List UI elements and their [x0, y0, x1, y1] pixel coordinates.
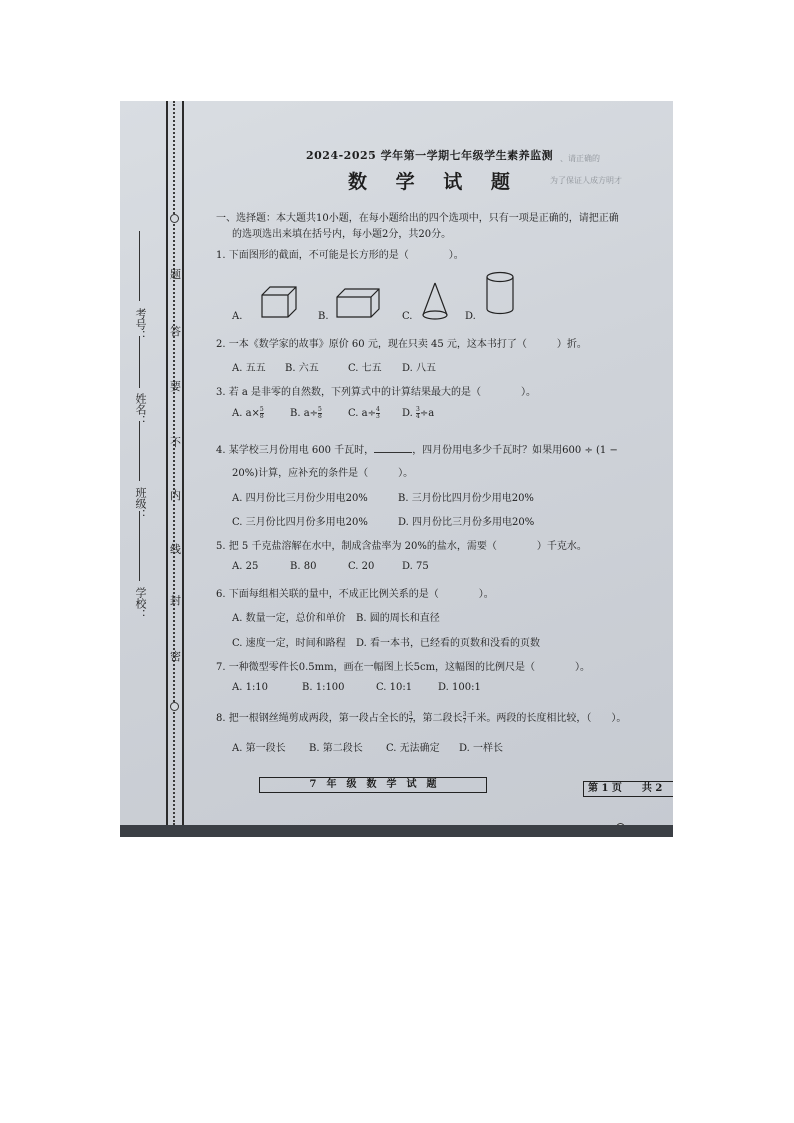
q8-option-a[interactable]: A. 第一段长	[232, 743, 286, 754]
fraction: $\frac{3}{7}$	[462, 711, 467, 725]
section-instruction-line1: 一、选择题：本大题共10小题，在每小题给出的四个选项中，只有一项是正确的，请把正确	[216, 213, 619, 224]
seal-char: 要	[170, 380, 181, 393]
seal-char: 密	[170, 650, 181, 663]
question-7	[216, 658, 590, 673]
cylinder-icon	[484, 271, 516, 317]
q1-option-c[interactable]: C.	[402, 311, 413, 322]
q8-option-c[interactable]: C. 无法确定	[386, 743, 440, 754]
question-stem: 下面图形的截面，不可能是长方形的是（ ）。	[228, 250, 464, 261]
question-stem: 把 5 千克盐溶解在水中，制成含盐率为 20%的盐水，需要（ ）千克水。	[228, 541, 587, 552]
q2-option-c[interactable]: C. 七五	[348, 363, 382, 374]
q4-option-d[interactable]: D. 四月份比三月份多用电20%	[398, 517, 535, 528]
fraction: $\frac{5}{8}$	[318, 406, 322, 420]
fraction: $\frac{5}{8}$	[259, 406, 264, 420]
q7-option-a[interactable]: A. 1:10	[232, 682, 269, 693]
margin-label-name: 姓名：	[134, 393, 147, 426]
question-4: 4. 某学校三月份用电 600 千瓦时， ，四月份用电多少千瓦时？如果用600 ÷ (1 −	[216, 445, 618, 456]
fraction: $\frac{4}{3}$	[376, 406, 380, 420]
cone-icon	[420, 281, 450, 323]
question-number: 1.	[216, 250, 226, 261]
question-2	[216, 335, 587, 350]
q1-option-a[interactable]: A.	[232, 311, 243, 322]
question-5	[216, 537, 587, 552]
q2-option-b[interactable]: B. 六五	[285, 363, 319, 374]
exam-number-blank[interactable]	[139, 231, 140, 301]
q6-option-c[interactable]: C. 速度一定，时间和路程	[232, 638, 346, 649]
answer-blank[interactable]	[374, 443, 412, 453]
q7-option-c[interactable]: C. 10:1	[376, 682, 413, 693]
binding-hole-top	[170, 214, 179, 223]
q4-option-c[interactable]: C. 三月份比四月份多用电20%	[232, 517, 368, 528]
section-instruction-line2: 的选项选出来填在括号内，每小题2分，共20分。	[232, 229, 452, 240]
q1-option-d[interactable]: D.	[465, 311, 476, 322]
ghost-text: 为了保证人成方明才	[550, 176, 622, 185]
q5-option-c[interactable]: C. 20	[348, 561, 375, 572]
cube-icon	[260, 285, 298, 319]
page-title: 数 学 试 题	[348, 171, 521, 193]
question-stem: 一本《数学家的故事》原价 60 元，现在只卖 45 元，这本书打了（ ）折。	[228, 339, 587, 350]
question-stem: 下面每组相关联的量中，不成正比例关系的是（ ）。	[228, 589, 494, 600]
question-1	[216, 246, 464, 261]
question-number: 5.	[216, 541, 226, 552]
q7-option-b[interactable]: B. 1:100	[302, 682, 345, 693]
cuboid-icon	[335, 287, 381, 319]
seal-char: 内	[170, 489, 181, 502]
q5-option-a[interactable]: A. 25	[232, 561, 259, 572]
exam-paper-photo	[120, 101, 673, 837]
question-number: 7.	[216, 662, 226, 673]
q4-option-a[interactable]: A. 四月份比三月份少用电20%	[232, 493, 368, 504]
question-number: 3.	[216, 387, 226, 398]
seal-char: 线	[170, 543, 181, 556]
ghost-text: 、请正确的	[560, 154, 600, 163]
margin-label-exam-number: 考号：	[134, 308, 147, 341]
fraction: $\frac{3}{7}$	[408, 711, 413, 725]
q5-option-b[interactable]: B. 80	[290, 561, 317, 572]
q3-option-d[interactable]: D. $\frac{3}{4}$ ÷a	[402, 406, 435, 420]
binding-line-2	[182, 101, 184, 825]
q7-option-d[interactable]: D. 100:1	[438, 682, 481, 693]
q5-option-d[interactable]: D. 75	[402, 561, 429, 572]
question-number: 8.	[216, 713, 226, 724]
q8-option-d[interactable]: D. 一样长	[459, 743, 504, 754]
footer-page-number: 第 1 页 共 2	[583, 781, 673, 797]
question-number: 4.	[216, 445, 226, 456]
q6-option-b[interactable]: B. 圆的周长和直径	[356, 613, 440, 624]
binding-dotted-line	[173, 101, 175, 825]
seal-char: 封	[170, 594, 181, 607]
seal-char: 不	[170, 436, 181, 449]
binding-hole-bottom	[170, 702, 179, 711]
q2-option-d[interactable]: D. 八五	[402, 363, 437, 374]
q3-option-a[interactable]: A. a× $\frac{5}{8}$	[232, 406, 264, 420]
name-blank[interactable]	[139, 336, 140, 388]
q6-option-a[interactable]: A. 数量一定，总价和单价	[232, 613, 346, 624]
q3-option-b[interactable]: B. a÷ $\frac{5}{8}$	[290, 406, 322, 420]
question-stem: 一种微型零件长0.5mm，画在一幅图上长5cm，这幅图的比例尺是（ ）。	[228, 662, 591, 673]
question-6	[216, 585, 494, 600]
footer-subject: 7 年 级 数 学 试 题	[259, 777, 487, 793]
question-4-cont: 20%)计算，应补充的条件是（ ）。	[232, 468, 414, 479]
question-8: 8. 把一根钢丝绳剪成两段，第一段占全长的 $\frac{3}{7}$ ，第二段长 $\frac{3}{7}$ 千米。两段的长度相比较，（ ）。	[216, 711, 627, 725]
question-number: 2.	[216, 339, 226, 350]
q6-option-d[interactable]: D. 看一本书，已经看的页数和没看的页数	[356, 638, 541, 649]
q4-option-b[interactable]: B. 三月份比四月份少用电20%	[398, 493, 534, 504]
q1-option-b[interactable]: B.	[318, 311, 329, 322]
seal-char: 题	[170, 268, 181, 281]
question-stem: 若 a 是非零的自然数，下列算式中的计算结果最大的是（ ）。	[228, 387, 537, 398]
class-blank[interactable]	[139, 421, 140, 481]
margin-label-school: 学校：	[134, 587, 147, 620]
photo-bottom-edge	[120, 825, 673, 837]
seal-char: 答	[170, 325, 181, 338]
q8-option-b[interactable]: B. 第二段长	[309, 743, 363, 754]
q2-option-a[interactable]: A. 五五	[232, 363, 266, 374]
q3-option-c[interactable]: C. a÷ $\frac{4}{3}$	[348, 406, 380, 420]
exam-header: 2024-2025 学年第一学期七年级学生素养监测	[306, 149, 554, 162]
school-blank[interactable]	[139, 511, 140, 581]
binding-line-1	[166, 101, 168, 825]
fraction: $\frac{3}{4}$	[416, 406, 420, 420]
margin-label-class: 班级：	[134, 487, 147, 520]
question-3	[216, 383, 536, 398]
question-number: 6.	[216, 589, 226, 600]
